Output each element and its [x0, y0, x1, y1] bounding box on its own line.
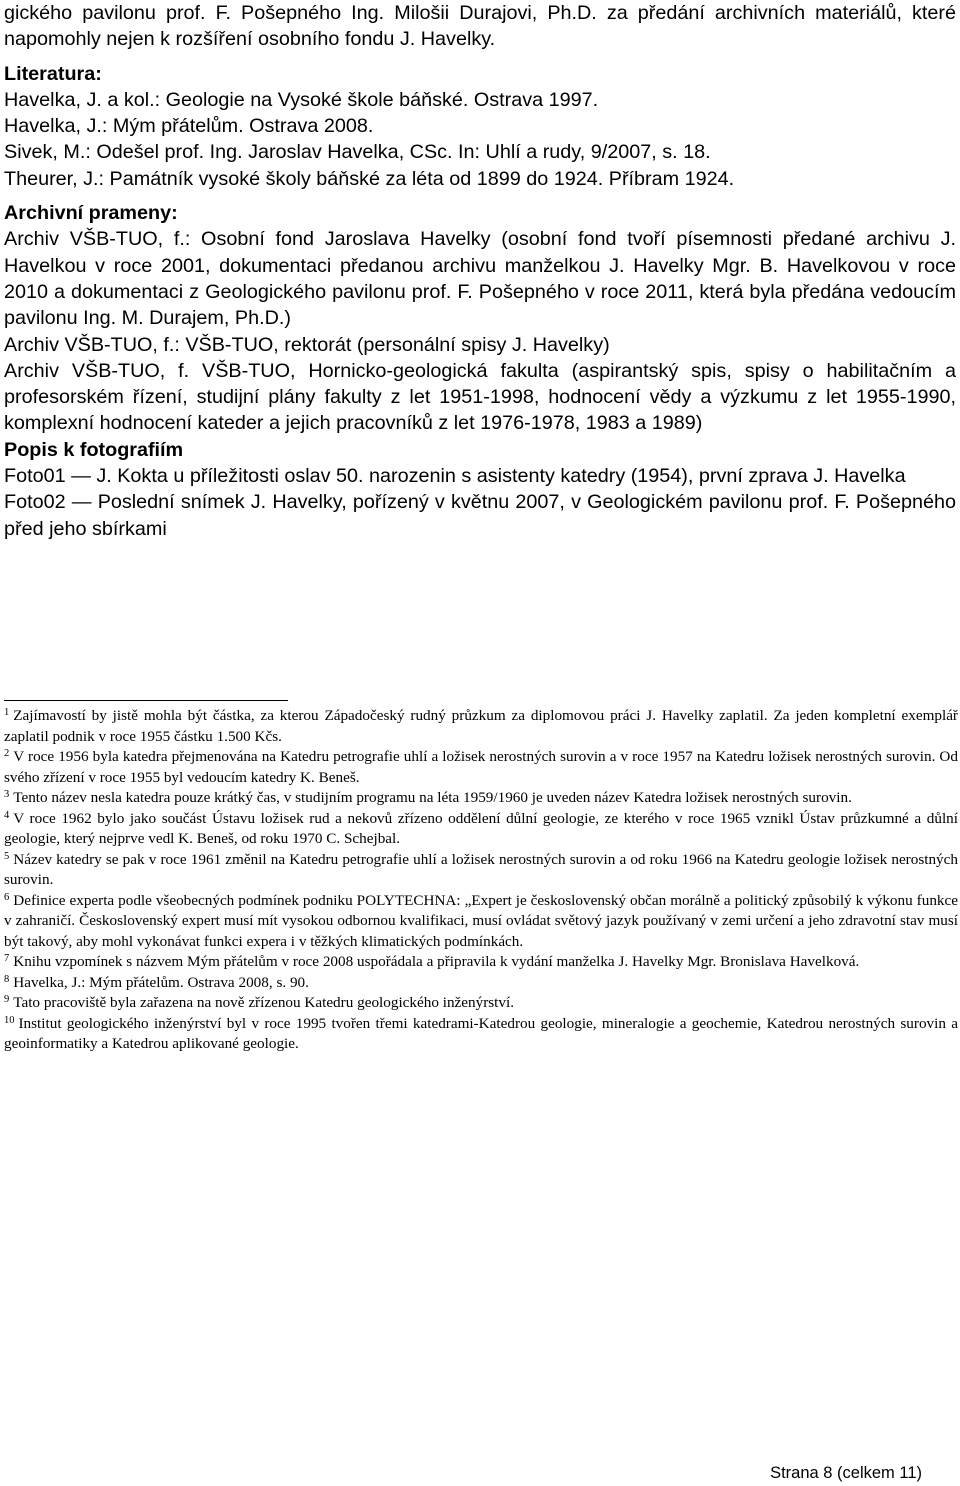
literature-heading: Literatura:	[4, 62, 102, 85]
footnote-number: 8	[4, 973, 10, 985]
footnote	[4, 747, 958, 788]
footnote	[4, 706, 958, 747]
footnote	[4, 850, 958, 891]
footnote-number: 2	[4, 748, 10, 760]
footnotes	[4, 706, 958, 1055]
archives-section	[4, 200, 956, 437]
footnote	[4, 952, 958, 973]
footnote-text: Název katedry se pak v roce 1961 změnil na Katedru petrografie uhlí a ložisek nerostných surovin a od roku 1966 na Katedru geologie ložisek nerostných surovin.	[4, 850, 958, 888]
footnote-separator	[4, 700, 288, 701]
footnote-text: Zajímavostí by jistě mohla být částka, za kterou Západočeský rudný průzkum za diplomovou práci J. Havelky zaplatil. Za jeden kompletní exemplář zaplatil podnik v roce 1955 částku 1.500 Kčs.	[4, 707, 958, 745]
footnote-number: 5	[4, 850, 10, 862]
photos-heading: Popis k fotografiím	[4, 438, 184, 461]
footnote-text: V roce 1956 byla katedra přejmenována na Katedru petrografie uhlí a ložisek nerostných surovin a v roce 1957 na Katedru ložisek nerostných surovin. Od svého zřízení v roce 1955 byl vedoucím katedry K. Beneš.	[4, 748, 958, 786]
footnote-text: Institut geologického inženýrství byl v roce 1995 tvořen třemi katedrami-Katedrou geologie, mineralogie a geochemie, Katedrou nerostných surovin a geoinformatiky a Katedrou aplikované geologie.	[4, 1014, 958, 1052]
footnote-number: 1	[4, 707, 10, 719]
literature-item: Sivek, M.: Odešel prof. Ing. Jaroslav Havelka, CSc. In: Uhlí a rudy, 9/2007, s. 18.	[4, 141, 711, 164]
archive-item: Archiv VŠB-TUO, f. VŠB-TUO, Hornicko-geologická fakulta (aspirantský spis, spisy o habilitačním a profesorském řízení, studijní plány fakulty z let 1951-1998, hodnocení vědy a výzkumu z let 1955-1990, komplexní hodnocení kateder a jejich pracovníků z let 1976-1978, 1983 a 1989)	[4, 359, 956, 435]
literature-item: Theurer, J.: Památník vysoké školy báňské za léta od 1899 do 1924. Příbram 1924.	[4, 167, 735, 190]
footnote-number: 10	[4, 1014, 15, 1026]
footnote	[4, 993, 958, 1014]
literature-item: Havelka, J.: Mým přátelům. Ostrava 2008.	[4, 115, 374, 138]
footnote-number: 9	[4, 994, 10, 1006]
footnote-text: V roce 1962 bylo jako součást Ústavu ložisek rud a nekovů zřízeno oddělení důlní geologie, ze kterého v roce 1965 vznikl Ústav průzkumné a důlní geologie, který nejprve vedl K. Beneš, od roku 1970 C. Schejbal.	[4, 809, 958, 847]
footnote-text: Tato pracoviště byla zařazena na nově zřízenou Katedru geologického inženýrství.	[13, 994, 514, 1011]
footnote-text: Definice experta podle všeobecných podmínek podniku POLYTECHNA: „Expert je československý občan morálně a politický způsobilý k výkonu funkce v zahraničí. Československý expert musí mít vysokou odbornou kvalifikaci, musí ovládat světový jazyk používaný v zemi určení a jeho zdravotní stav musí být takový, aby mohl vykonávat funkci expera i v těžkých klimatických podmínkách.	[4, 891, 958, 950]
main-text	[4, 0, 956, 542]
footnote-text: Tento název nesla katedra pouze krátký čas, v studijním programu na léta 1959/1960 je uveden název Katedra ložisek nerostných surovin.	[13, 789, 852, 806]
footnote-number: 4	[4, 809, 10, 821]
footnote-number: 3	[4, 789, 10, 801]
photo-caption: Foto02 — Poslední snímek J. Havelky, pořízený v květnu 2007, v Geologickém pavilonu prof. F. Pošepného před jeho sbírkami	[4, 491, 956, 540]
footnote-number: 6	[4, 891, 10, 903]
photos-section	[4, 437, 956, 542]
archive-item: Archiv VŠB-TUO, f.: VŠB-TUO, rektorát (personální spisy J. Havelky)	[4, 333, 610, 356]
photo-caption: Foto01 — J. Kokta u příležitosti oslav 50. narozenin s asistenty katedry (1954), první zprava J. Havelka	[4, 465, 906, 488]
footnote	[4, 891, 958, 953]
footnote-text: Havelka, J.: Mým přátelům. Ostrava 2008, s. 90.	[13, 973, 309, 991]
literature-item: Havelka, J. a kol.: Geologie na Vysoké škole báňské. Ostrava 1997.	[4, 88, 599, 111]
footnote-number: 7	[4, 953, 10, 965]
literature-section	[4, 61, 956, 192]
footnote	[4, 788, 958, 809]
footnote	[4, 1014, 958, 1055]
footnote	[4, 809, 958, 850]
footnote-text: Knihu vzpomínek s názvem Mým přátelům v roce 2008 uspořádala a připravila k vydání manželka J. Havelky Mgr. Bronislava Havelková.	[13, 953, 860, 970]
page-number: Strana 8 (celkem 11)	[770, 1464, 922, 1482]
archive-item: Archiv VŠB-TUO, f.: Osobní fond Jaroslava Havelky (osobní fond tvoří písemnosti předané archivu J. Havelkou v roce 2001, dokumentaci předanou archivu manželkou J. Havelky Mgr. B. Havelkovou v roce 2010 a dokumentaci z Geologického pavilonu prof. F. Pošepného v roce 2011, která byla předána vedoucím pavilonu Ing. M. Durajem, Ph.D.)	[4, 228, 956, 330]
intro-paragraph: gického pavilonu prof. F. Pošepného Ing. Milošii Durajovi, Ph.D. za předání archivních materiálů, které napomohly nejen k rozšíření osobního fondu J. Havelky.	[4, 2, 956, 51]
footnote	[4, 973, 958, 994]
archives-heading: Archivní prameny:	[4, 202, 178, 225]
